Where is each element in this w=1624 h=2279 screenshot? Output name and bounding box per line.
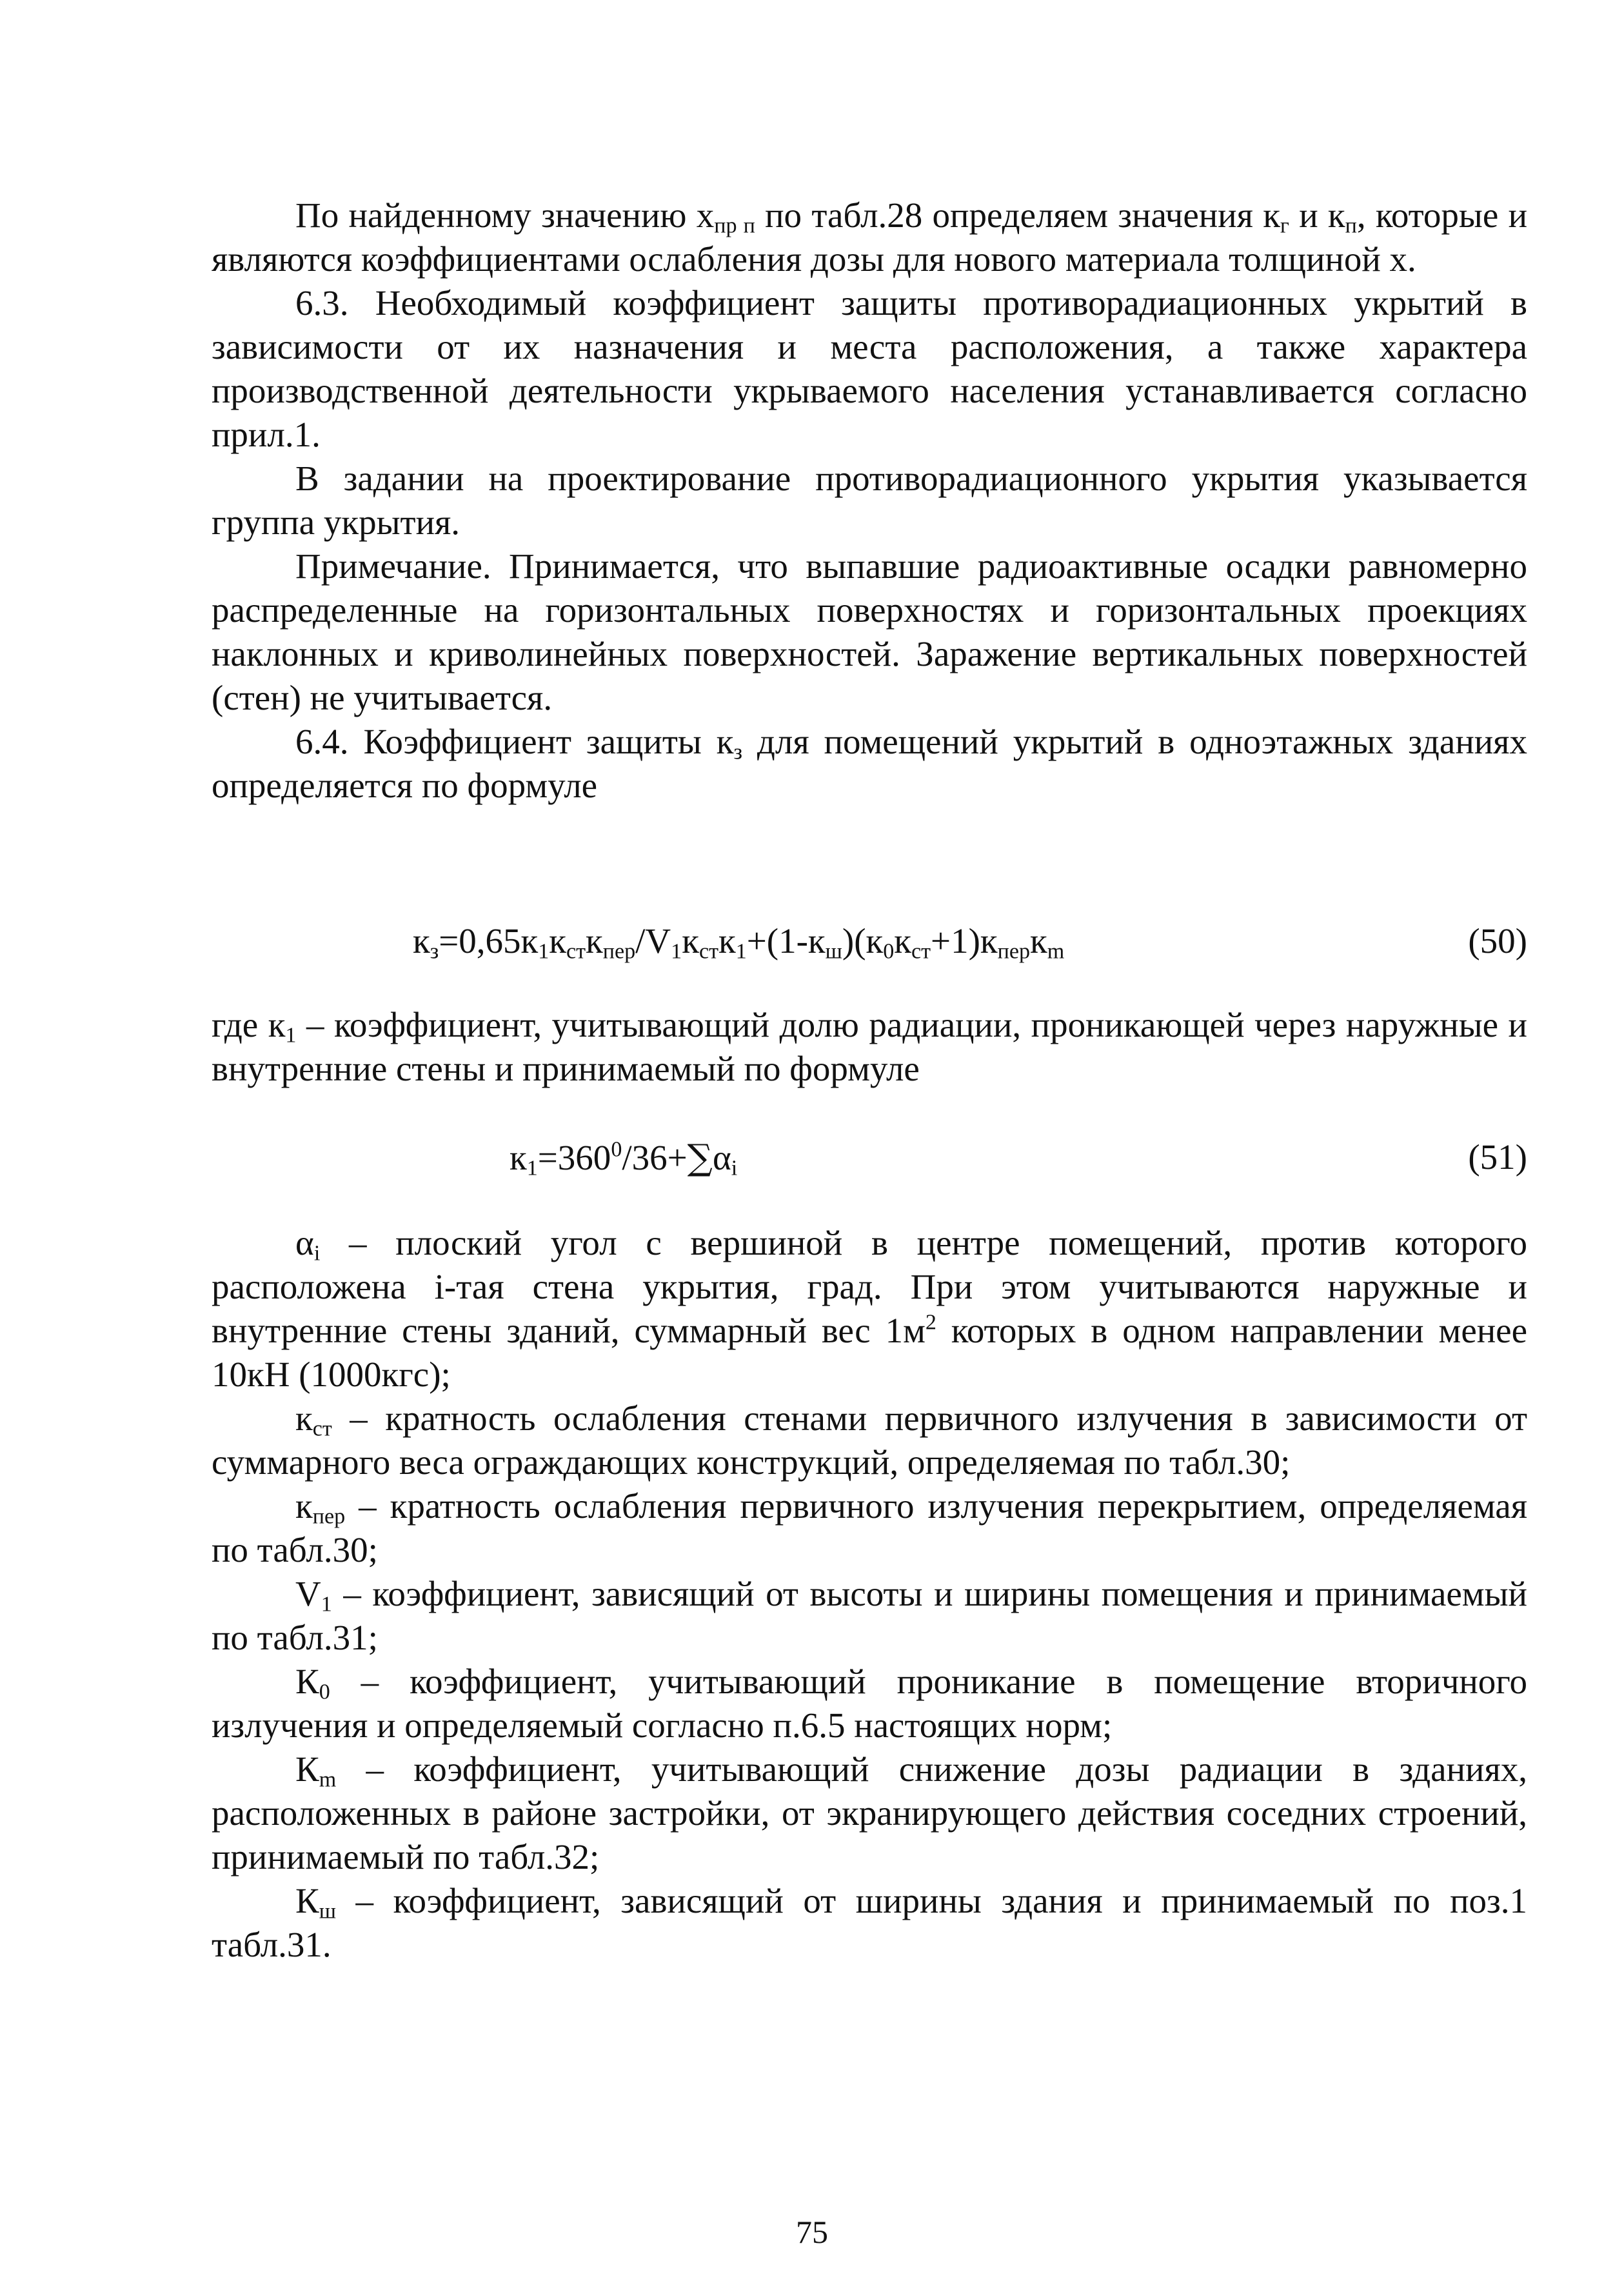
subscript: г <box>1280 214 1289 238</box>
text-run: где к <box>212 1005 286 1044</box>
text-run: которых в одном направлении менее 10кН (1000кгс); <box>212 1311 1527 1394</box>
text-run: – коэффициент, учитывающий снижение дозы радиации в зданиях, расположенных в районе застройки, от экранирующего действия соседних строений, принимаемый по табл.32; <box>212 1749 1527 1876</box>
text-run: и к <box>1289 195 1345 235</box>
subscript: 1 <box>321 1592 332 1617</box>
formula-part: α <box>712 1138 731 1177</box>
text-run: – кратность ослабления стенами первичного излучения в зависимости от суммарного веса ограждающих конструкций, определяемая по табл.30; <box>212 1398 1527 1482</box>
subscript: 1 <box>526 1156 538 1180</box>
definition-kper <box>212 1484 1527 1572</box>
subscript: 1 <box>285 1023 297 1048</box>
formula-50 <box>413 919 1064 963</box>
subscript: ст <box>566 939 586 964</box>
definition-km <box>212 1747 1527 1879</box>
text-run: – коэффициент, учитывающий долю радиации, проникающей через наружные и внутренние стены и принимаемый по формуле <box>212 1005 1527 1088</box>
formula-part: к <box>549 921 566 960</box>
formula-part: +1)к <box>931 921 998 960</box>
formula-part: =0,65к <box>439 921 539 960</box>
text-run: – кратность ослабления первичного излучения перекрытием, определяемая по табл.30; <box>212 1486 1527 1569</box>
subscript: ш <box>319 1899 336 1924</box>
subscript: m <box>1047 939 1065 964</box>
text-run: по табл.28 определяем значения к <box>755 195 1280 235</box>
formula-part: /V <box>635 921 671 960</box>
formula-part: /36+ <box>622 1138 688 1177</box>
text-run: К <box>295 1881 319 1920</box>
definition-k0 <box>212 1660 1527 1747</box>
subscript: 1 <box>538 939 550 964</box>
subscript: пер <box>312 1504 346 1529</box>
subscript: 1 <box>671 939 682 964</box>
superscript: 0 <box>611 1137 622 1162</box>
superscript: 2 <box>925 1310 936 1335</box>
definition-v1 <box>212 1572 1527 1660</box>
subscript: ст <box>312 1417 332 1441</box>
text-run: , которые и являются коэффициентами ослабления дозы для нового материала толщиной x. <box>212 195 1527 279</box>
text-run: К <box>295 1749 319 1789</box>
paragraph-6-3: 6.3. Необходимый коэффициент защиты противорадиационных укрытий в зависимости от их назначения и места расположения, а также характера производственной деятельности укрываемого населения устанавливается согласно прил.1. <box>212 283 1527 454</box>
subscript: m <box>319 1767 337 1792</box>
text-run: – плоский угол с вершиной в центре помещений, против которого расположена i-тая стена укрытия, град. При этом учитываются наружные и внутренние стены зданий, суммарный вес 1м <box>212 1223 1527 1350</box>
text-run: α <box>295 1223 314 1262</box>
subscript: ст <box>911 939 931 964</box>
text-block-where-k1 <box>212 1003 1527 1091</box>
paragraph-table28 <box>212 194 1527 281</box>
sigma-symbol: ∑ <box>687 1137 713 1178</box>
formula-part: к <box>586 921 603 960</box>
subscript: 0 <box>319 1680 330 1704</box>
text-run: – коэффициент, учитывающий проникание в помещение вторичного излучения и определяемый согласно п.6.5 настоящих норм; <box>212 1662 1527 1745</box>
subscript: ш <box>825 939 842 964</box>
text-run: 6.4. Коэффициент защиты к <box>295 722 734 761</box>
formula-part: к <box>894 921 912 960</box>
subscript: пер <box>602 939 636 964</box>
text-run: V <box>295 1574 321 1613</box>
text-run: для помещений укрытий в одноэтажных зданиях определяется по формуле <box>212 722 1527 805</box>
definition-kst <box>212 1397 1527 1484</box>
text-run: к <box>295 1398 313 1438</box>
formula-part: =360 <box>537 1138 611 1177</box>
definition-ksh <box>212 1879 1527 1967</box>
paragraph-k1-definition <box>212 1003 1527 1091</box>
equation-number-50: (50) <box>1468 921 1527 960</box>
subscript: пр п <box>714 214 755 238</box>
text-run: – коэффициент, зависящий от высоты и ширины помещения и принимаемый по табл.31; <box>212 1574 1527 1657</box>
text-block-definitions <box>212 1221 1527 1967</box>
page-number: 75 <box>796 2214 828 2250</box>
formula-part: +(1-к <box>746 921 826 960</box>
text-block-top <box>212 194 1527 808</box>
text-run: к <box>295 1486 313 1526</box>
subscript: 1 <box>735 939 747 964</box>
text-run: К <box>295 1662 319 1701</box>
text-run: – коэффициент, зависящий от ширины здания и принимаемый по поз.1 табл.31. <box>212 1881 1527 1964</box>
subscript: i <box>313 1241 321 1266</box>
paragraph-design-task: В задании на проектирование противорадиационного укрытия указывается группа укрытия. <box>212 459 1527 542</box>
text-run: По найденному значению x <box>295 195 715 235</box>
equation-number-51: (51) <box>1468 1137 1527 1177</box>
subscript: ст <box>698 939 718 964</box>
formula-part: к <box>413 921 430 960</box>
subscript: пер <box>997 939 1031 964</box>
formula-part: к <box>682 921 699 960</box>
formula-part: )(к <box>842 921 884 960</box>
formula-part: к <box>510 1138 527 1177</box>
formula-51 <box>510 1135 737 1180</box>
subscript: з <box>430 939 439 964</box>
paragraph-6-4 <box>212 720 1527 808</box>
subscript: 0 <box>883 939 895 964</box>
subscript: з <box>733 740 742 764</box>
subscript: п <box>1345 214 1357 238</box>
definition-alpha <box>212 1221 1527 1397</box>
paragraph-note: Примечание. Принимается, что выпавшие радиоактивные осадки равномерно распределенные на горизонтальных поверхностях и горизонтальных проекциях наклонных и криволинейных поверхностей. Заражение вертикальных поверхностей (стен) не учитывается. <box>212 546 1527 717</box>
formula-part: к <box>718 921 736 960</box>
subscript: i <box>731 1156 738 1180</box>
formula-part: к <box>1030 921 1047 960</box>
